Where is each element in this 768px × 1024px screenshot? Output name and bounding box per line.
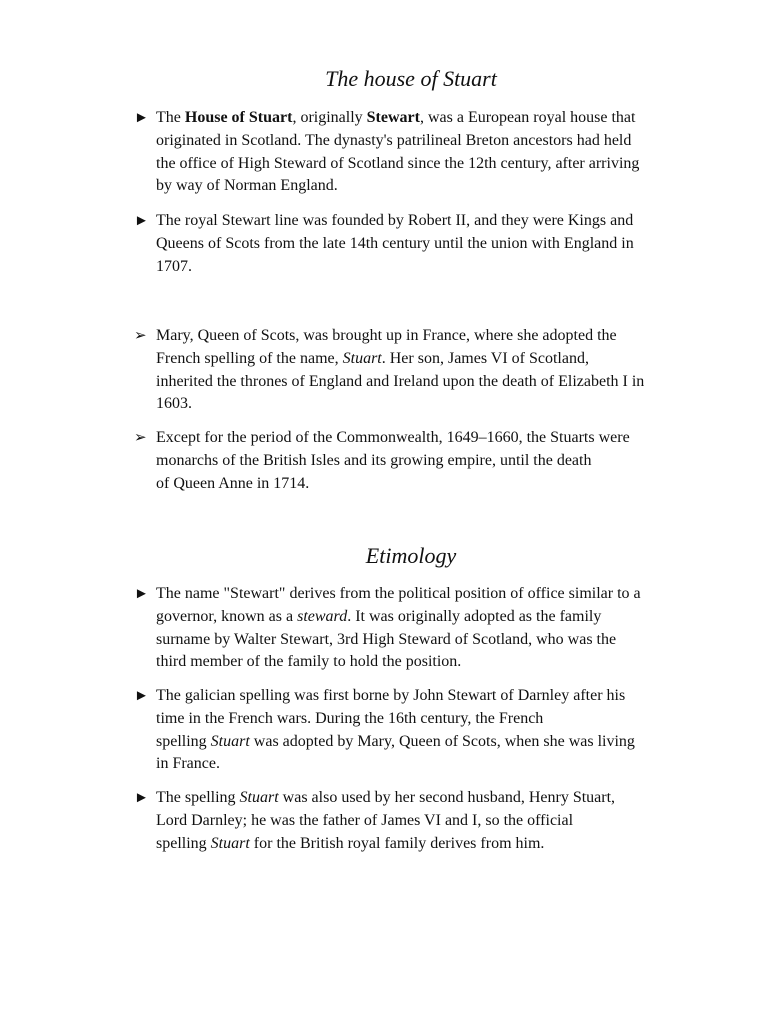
text-line: French spelling of the name, Stuart. Her son, James VI of Scotland,: [156, 349, 589, 367]
italic-term: Stuart: [342, 349, 382, 367]
bullet-name-stewart: [134, 583, 724, 674]
bullet-chevron-icon: ➢: [134, 328, 147, 344]
italic-term: Stuart: [239, 789, 279, 806]
text-line: Mary, Queen of Scots, was brought up in France, where she adopted the: [156, 327, 617, 344]
bullet-spelling-stuart: [134, 787, 724, 855]
section-title-house-of-stuart: The house of Stuart: [325, 66, 497, 91]
text-line: The galician spelling was first borne by John Stewart of Darnley after his: [156, 687, 626, 704]
text-line: time in the French wars. During the 16th century, the French: [156, 709, 544, 727]
bullet-text: [156, 210, 724, 278]
bullet-arrow-icon: ►: [134, 110, 149, 126]
text-line: monarchs of the British Isles and its growing empire, until the death: [156, 451, 592, 469]
text-line: governor, known as a steward. It was originally adopted as the family: [156, 607, 602, 625]
text-line: The royal Stewart line was founded by Robert II, and they were Kings and: [156, 212, 634, 229]
text-line: spelling Stuart was adopted by Mary, Queen of Scots, when she was living: [156, 732, 635, 750]
bullet-text: [156, 427, 724, 495]
text-line: 1707.: [156, 257, 192, 275]
bullet-arrow-icon: ►: [134, 586, 149, 602]
bullet-mary-queen-of-scots: [134, 325, 724, 416]
text-line: The spelling Stuart was also used by her second husband, Henry Stuart,: [156, 789, 616, 806]
bullet-text: [156, 685, 724, 776]
bullet-arrow-icon: ►: [134, 790, 149, 806]
bullet-text: [156, 583, 724, 674]
text-line: surname by Walter Stewart, 3rd High Steward of Scotland, who was the: [156, 630, 617, 648]
text-line: originated in Scotland. The dynasty's patrilineal Breton ancestors had held: [156, 131, 632, 149]
text-line: Lord Darnley; he was the father of James VI and I, so the official: [156, 811, 574, 829]
bullet-arrow-icon: ►: [134, 213, 149, 229]
text-line: The House of Stuart, originally Stewart, was a European royal house that: [156, 109, 636, 126]
text-line: spelling Stuart for the British royal family derives from him.: [156, 834, 545, 852]
bullet-text: [156, 787, 724, 855]
bullet-house-of-stuart-origin: [134, 107, 724, 198]
section-title-etimology: Etimology: [365, 543, 457, 568]
bullet-galician-spelling: [134, 685, 724, 776]
bullet-text: [156, 107, 724, 198]
bullet-royal-stewart-line: [134, 210, 724, 278]
text-line: in France.: [156, 755, 220, 773]
text-line: 1603.: [156, 395, 192, 413]
bullet-arrow-icon: ►: [134, 688, 149, 704]
bullet-commonwealth: [134, 427, 724, 495]
text-line: The name "Stewart" derives from the political position of office similar to a: [156, 585, 641, 602]
text-line: by way of Norman England.: [156, 177, 338, 195]
bullet-chevron-icon: ➢: [134, 430, 147, 446]
italic-term: steward: [297, 607, 348, 625]
text-line: the office of High Steward of Scotland since the 12th century, after arriving: [156, 154, 640, 172]
text-line: of Queen Anne in 1714.: [156, 474, 310, 492]
text-line: Except for the period of the Commonwealth, 1649–1660, the Stuarts were: [156, 429, 630, 446]
text-line: third member of the family to hold the position.: [156, 653, 462, 671]
italic-term: Stuart: [210, 834, 250, 852]
bold-term: House of Stuart: [184, 109, 293, 126]
bold-term: Stewart: [366, 109, 420, 126]
bullet-text: [156, 325, 724, 416]
italic-term: Stuart: [210, 732, 250, 750]
text-line: Queens of Scots from the late 14th century until the union with England in: [156, 234, 634, 252]
text-line: inherited the thrones of England and Ireland upon the death of Elizabeth I in: [156, 372, 645, 390]
